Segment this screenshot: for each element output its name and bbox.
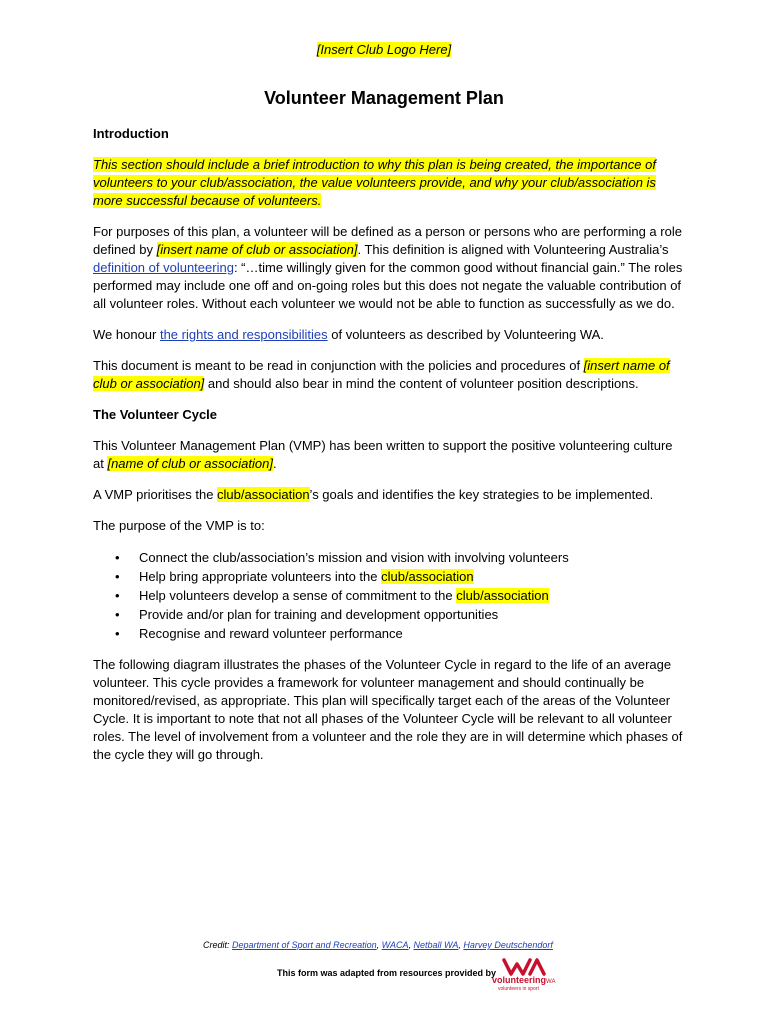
volunteering-wa-mark-icon [502,958,546,976]
club-name-placeholder: [insert name of club or association] [156,242,358,257]
definition-of-volunteering-link[interactable]: definition of volunteering [93,260,234,275]
credit-line: Credit: Department of Sport and Recreation, WACA, Netball WA, Harvey Deutschendorf [203,940,553,950]
credit-link-netball-wa[interactable]: Netball WA [413,940,459,950]
document-body [93,125,683,777]
credit-link-dsr[interactable]: Department of Sport and Recreation [232,940,377,950]
policies-paragraph: This document is meant to be read in conjunction with the policies and procedures of [insert name of club or association] and should also bear in mind the content of volunteer position descriptions. [93,358,670,391]
volunteer-definition-paragraph: For purposes of this plan, a volunteer will be defined as a person or persons who are performing a role defined by [insert name of club or association]. This definition is aligned with Volunteering Australia’s definition of volunteering: “…time willingly given for the common good without financial gain.” The roles performed may include one off and on-going roles but this does not negate the valuable contribution of all volunteer roles. Without each volunteer we would not be able to function as successfully as we do. [93,224,683,311]
club-name-placeholder: [name of club or association] [107,456,273,471]
vmp-purpose-list [93,548,683,643]
credit-link-harvey[interactable]: Harvey Deutschendorf [463,940,553,950]
vmp-priorities-paragraph: A VMP prioritises the club/association’s goals and identifies the key strategies to be implemented. [93,487,654,502]
volunteer-cycle-heading: The Volunteer Cycle [93,407,218,422]
logo-wordmark: volunteeringWA [492,975,556,985]
credit-link-waca[interactable]: WACA [381,940,409,950]
vmp-purpose-intro: The purpose of the VMP is to: [93,518,265,533]
list-item: • Help bring appropriate volunteers into the club/association [115,569,474,584]
volunteer-cycle-description: The following diagram illustrates the phases of the Volunteer Cycle in regard to the life of an average volunteer. This cycle provides a framework for volunteer management and should continually be monitored/revised, as appropriate. This plan will specifically target each of the areas of the Volunteer Cycle. It is important to note that not all phases of the Volunteer Cycle will be relevant to all volunteer roles. The level of involvement from a volunteer and the role they are in will determine which phases of the cycle they will go through. [93,657,683,762]
list-item: • Connect the club/association’s mission and vision with involving volunteers [115,550,569,565]
list-item: • Provide and/or plan for training and development opportunities [115,607,499,622]
introduction-heading: Introduction [93,126,169,141]
volunteering-wa-logo [492,958,572,998]
club-logo-placeholder: [Insert Club Logo Here] [316,42,452,57]
rights-and-responsibilities-link[interactable]: the rights and responsibilities [159,327,328,342]
club-name-placeholder: [insert name of club or association] [93,358,670,391]
logo-tagline: volunteers in sport [498,986,539,992]
introduction-instruction: This section should include a brief introduction to why this plan is being created, the importance of volunteers to your club/association, the value volunteers provide, and why your club/association is more successful because of volunteers. [93,157,656,208]
adapted-from-note: This form was adapted from resources provided by [277,968,497,978]
rights-paragraph: We honour the rights and responsibilities of volunteers as described by Volunteering WA. [93,327,604,342]
vmp-support-paragraph: This Volunteer Management Plan (VMP) has been written to support the positive volunteering culture at [name of club or association]. [93,438,673,471]
list-item: • Help volunteers develop a sense of commitment to the club/association [115,588,549,603]
document-title: Volunteer Management Plan [264,88,504,108]
list-item: • Recognise and reward volunteer performance [115,626,403,641]
